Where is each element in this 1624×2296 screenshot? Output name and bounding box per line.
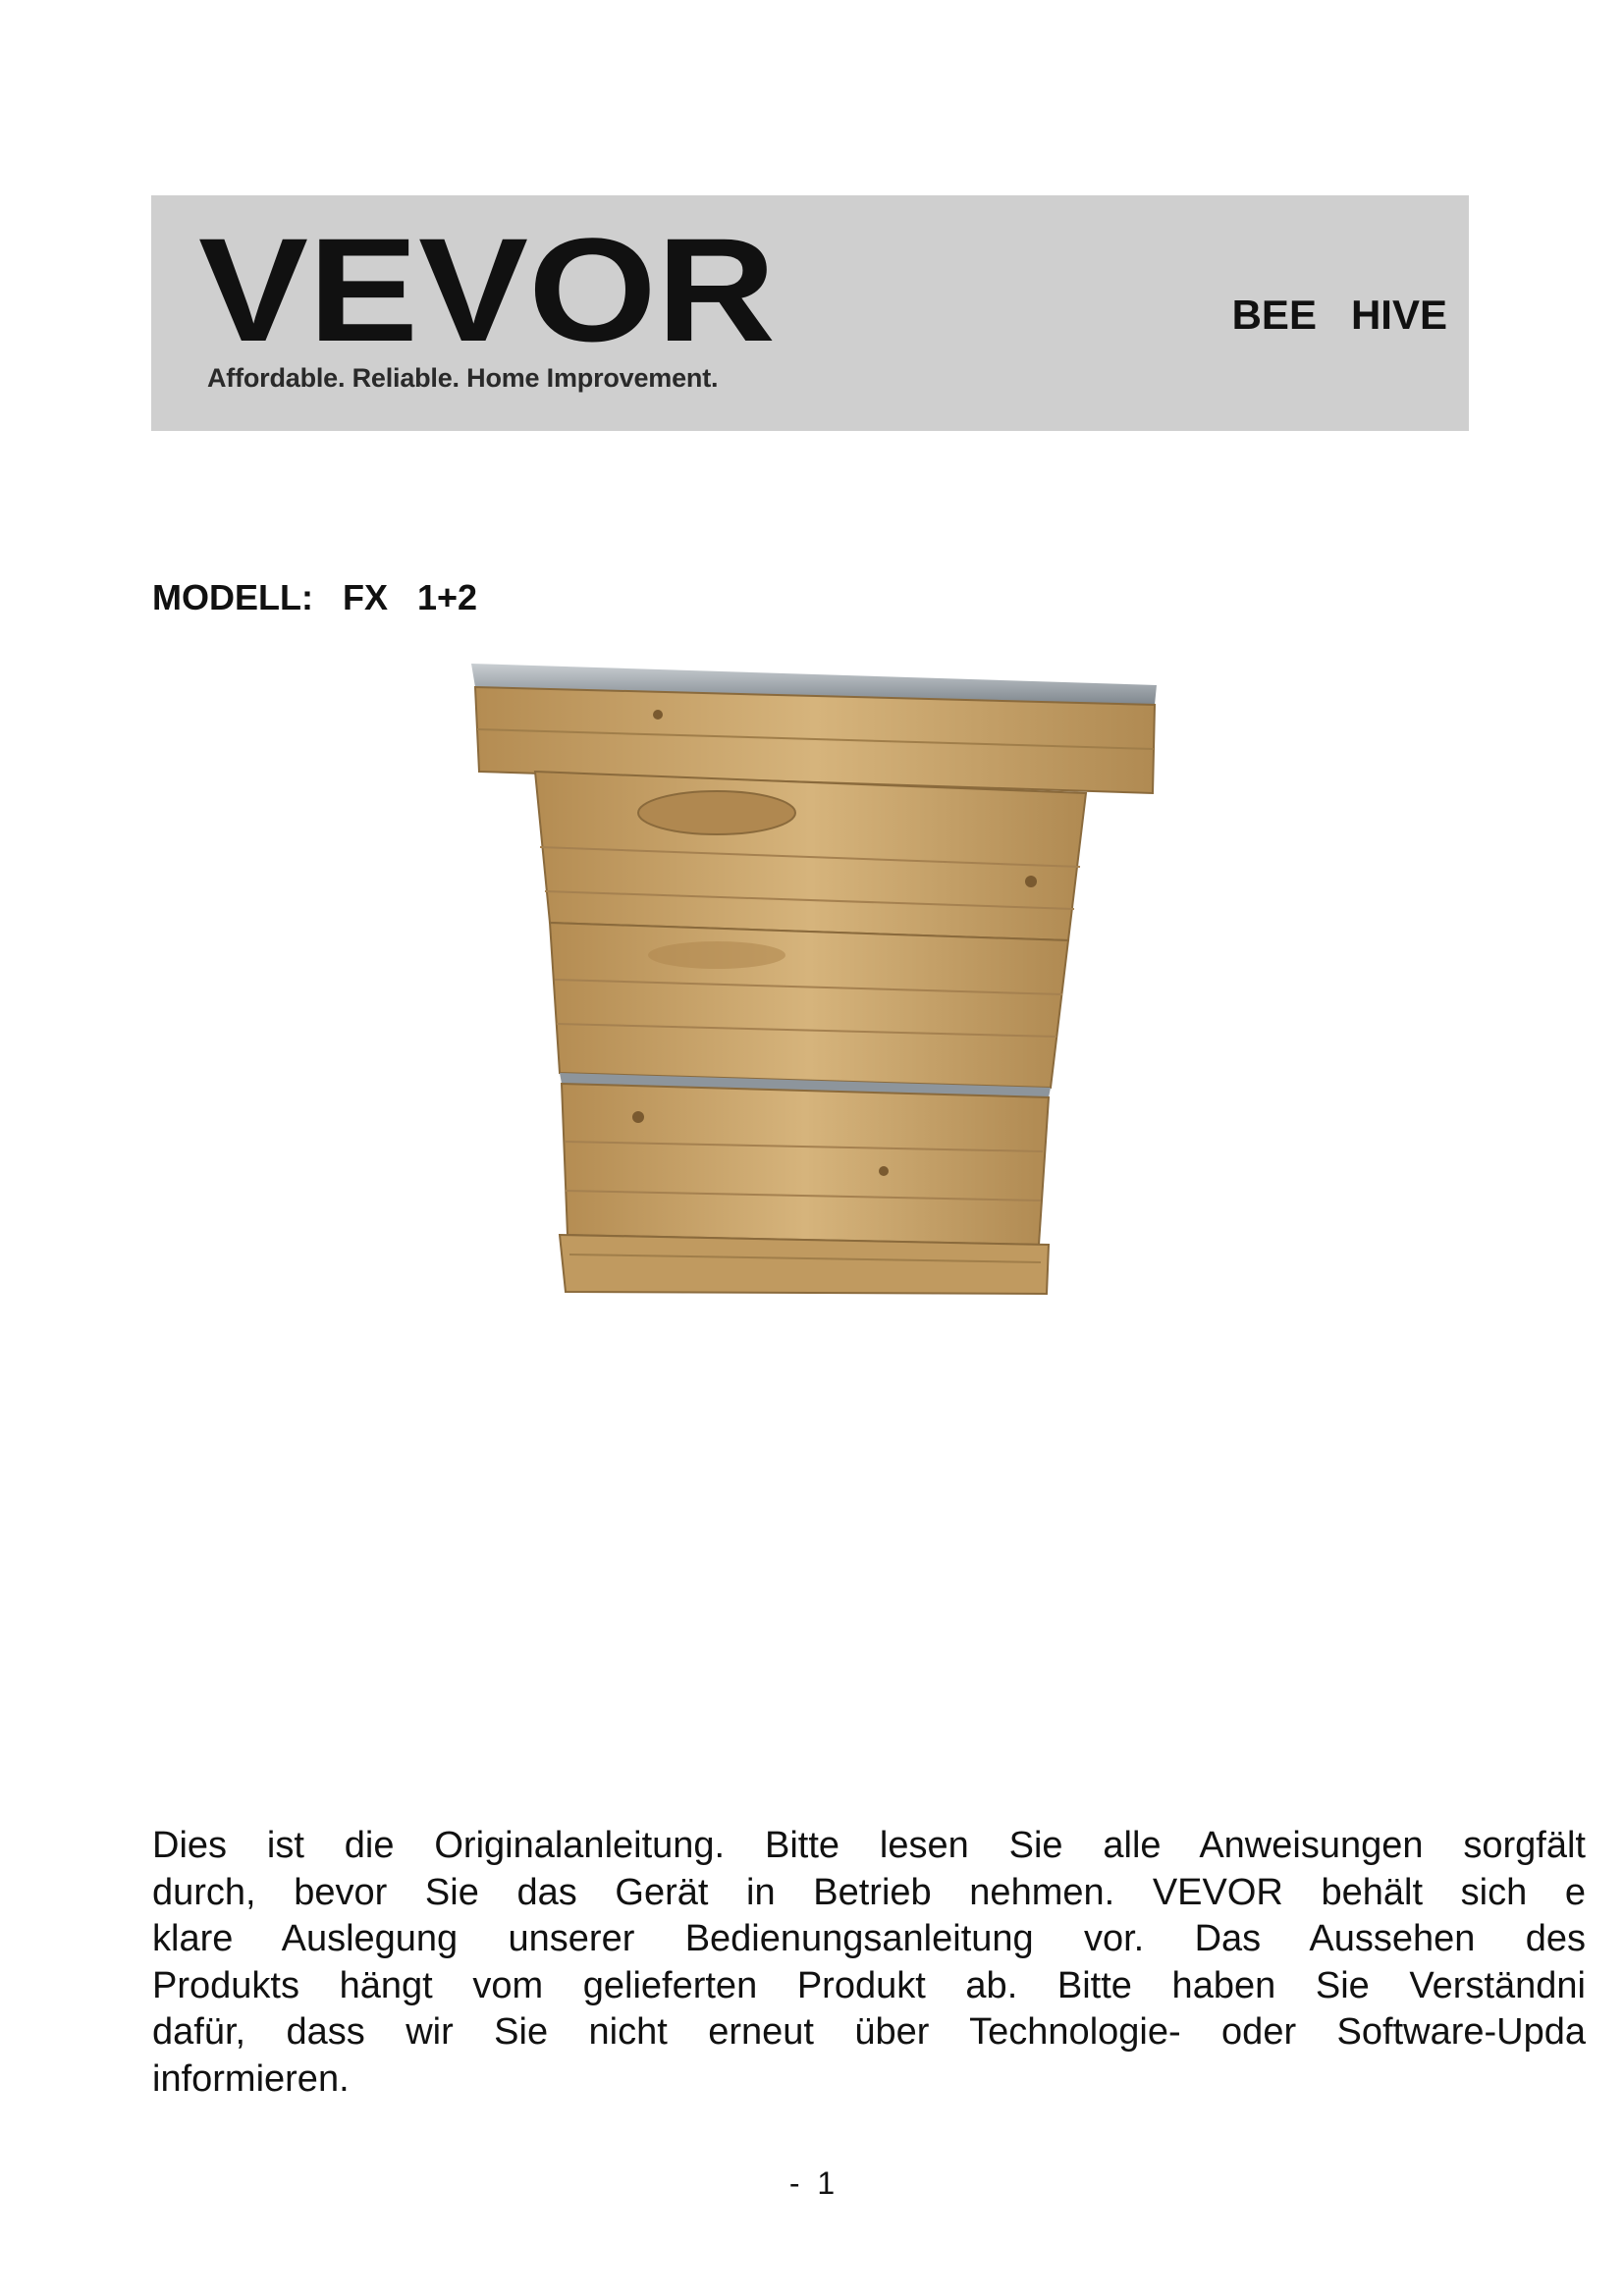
- brand-tagline: Affordable. Reliable. Home Improvement.: [207, 363, 719, 393]
- beehive-photo: [461, 656, 1168, 1461]
- model-number: MODELL: FX 1+2: [152, 577, 478, 617]
- instructions-line: informieren.: [152, 2057, 350, 2100]
- page-number: - 1: [788, 2165, 836, 2201]
- instructions-line: durch, bevor Sie das Gerät in Betrieb nehmen. VEVOR behält sich e: [152, 1871, 1586, 1913]
- instructions-line: dafür, dass wir Sie nicht erneut über Technologie- oder Software-Upda: [152, 2011, 1586, 2053]
- instructions-line: Dies ist die Originalanleitung. Bitte lesen Sie alle Anweisungen sorgfält: [152, 1825, 1586, 1866]
- vevor-logo-text: VEVOR: [198, 231, 776, 358]
- product-name: BEE HIVE: [1231, 292, 1447, 338]
- instructions-paragraph: [152, 1823, 1586, 2103]
- instructions-line: Produkts hängt vom gelieferten Produkt ab. Bitte haben Sie Verständni: [152, 1964, 1586, 2006]
- header-band: [151, 195, 1469, 431]
- instructions-line: klare Auslegung unserer Bedienungsanleitung vor. Das Aussehen des: [152, 1918, 1586, 1959]
- vevor-logo: [198, 231, 787, 358]
